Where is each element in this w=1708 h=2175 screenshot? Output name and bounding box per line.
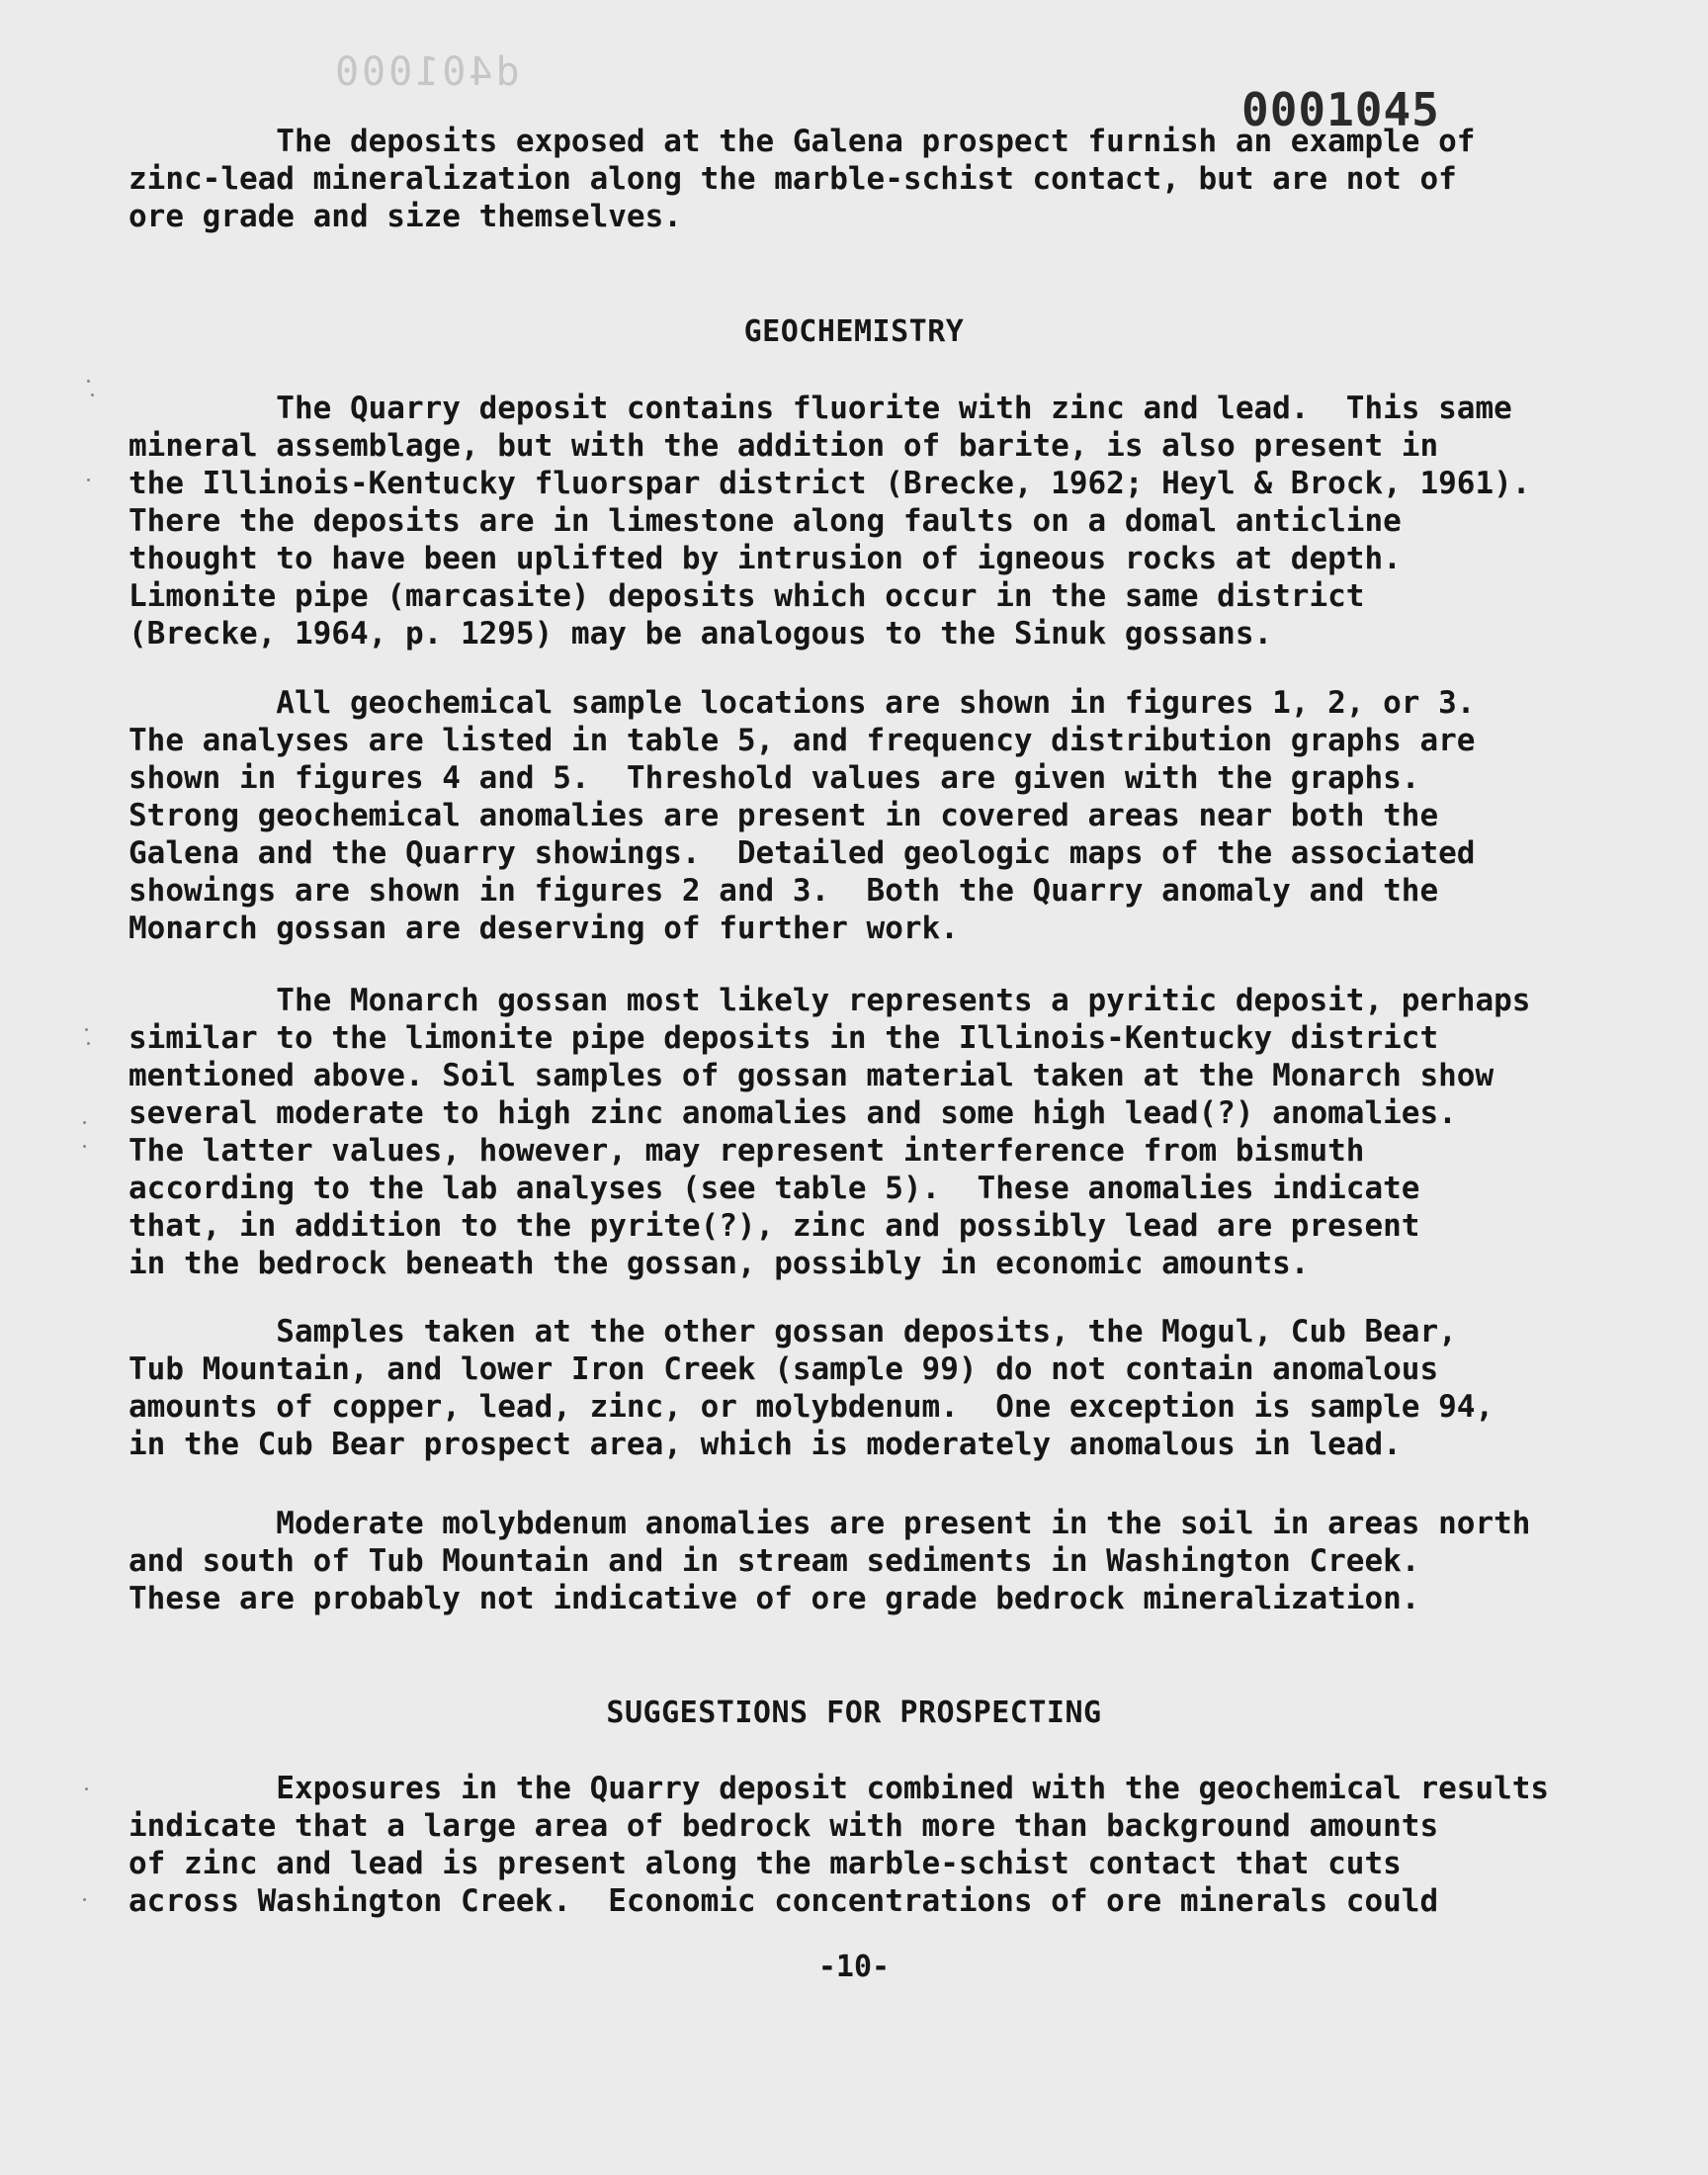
- text-line: Strong geochemical anomalies are present in covered areas near both the: [128, 798, 1439, 833]
- text-line: There the deposits are in limestone along faults on a domal anticline: [128, 503, 1402, 539]
- faint-mirrored-stamp: d401000: [332, 49, 520, 95]
- text-line: mineral assemblage, but with the addition of barite, is also present in: [128, 428, 1439, 464]
- text-line: and south of Tub Mountain and in stream sediments in Washington Creek.: [128, 1543, 1420, 1579]
- text-line: Exposures in the Quarry deposit combined with the geochemical results: [128, 1771, 1550, 1806]
- text-line: The latter values, however, may represent interference from bismuth: [128, 1133, 1365, 1169]
- text-line: ore grade and size themselves.: [128, 199, 682, 234]
- page-number: -10-: [817, 1950, 891, 1984]
- text-line: the Illinois-Kentucky fluorspar district (Brecke, 1962; Heyl & Brock, 1961).: [128, 466, 1531, 501]
- scan-speck: [85, 1028, 88, 1031]
- text-line: amounts of copper, lead, zinc, or molybdenum. One exception is sample 94,: [128, 1389, 1494, 1425]
- scan-speck: [87, 380, 90, 383]
- text-line: several moderate to high zinc anomalies and some high lead(?) anomalies.: [128, 1095, 1457, 1131]
- text-line: thought to have been uplifted by intrusion of igneous rocks at depth.: [128, 541, 1402, 576]
- paragraph: [128, 390, 1651, 652]
- text-line: Limonite pipe (marcasite) deposits which occur in the same district: [128, 578, 1365, 614]
- text-line: The Monarch gossan most likely represents a pyritic deposit, perhaps: [128, 983, 1531, 1018]
- text-line: shown in figures 4 and 5. Threshold values are given with the graphs.: [128, 760, 1420, 796]
- text-line: of zinc and lead is present along the marble-schist contact that cuts: [128, 1846, 1402, 1881]
- scan-speck: [87, 478, 90, 481]
- paragraph: [128, 1313, 1651, 1463]
- text-line: Samples taken at the other gossan deposits, the Mogul, Cub Bear,: [128, 1314, 1457, 1349]
- scan-speck: [83, 1145, 86, 1148]
- text-line: according to the lab analyses (see table 5). These anomalies indicate: [128, 1171, 1420, 1206]
- scan-speck: [85, 1787, 88, 1790]
- scan-speck: [91, 393, 94, 396]
- text-line: These are probably not indicative of ore grade bedrock mineralization.: [128, 1581, 1420, 1616]
- text-line: Galena and the Quarry showings. Detailed geologic maps of the associated: [128, 835, 1476, 871]
- text-line: similar to the limonite pipe deposits in the Illinois-Kentucky district: [128, 1020, 1439, 1056]
- text-line: Tub Mountain, and lower Iron Creek (sample 99) do not contain anomalous: [128, 1351, 1439, 1387]
- text-line: in the Cub Bear prospect area, which is moderately anomalous in lead.: [128, 1427, 1402, 1462]
- text-line: The analyses are listed in table 5, and frequency distribution graphs are: [128, 723, 1476, 758]
- text-line: indicate that a large area of bedrock with more than background amounts: [128, 1808, 1439, 1844]
- text-line: Moderate molybdenum anomalies are present in the soil in areas north: [128, 1506, 1531, 1541]
- text-line: mentioned above. Soil samples of gossan material taken at the Monarch show: [128, 1058, 1494, 1093]
- scan-speck: [83, 1898, 86, 1901]
- paragraph: [128, 1770, 1651, 1920]
- text-line: showings are shown in figures 2 and 3. Both the Quarry anomaly and the: [128, 873, 1439, 909]
- text-line: (Brecke, 1964, p. 1295) may be analogous to the Sinuk gossans.: [128, 616, 1273, 652]
- section-heading-geochemistry: GEOCHEMISTRY: [743, 314, 965, 349]
- page-id-stamp: 0001045: [1241, 83, 1440, 136]
- text-line: in the bedrock beneath the gossan, possibly in economic amounts.: [128, 1246, 1310, 1281]
- scan-speck: [87, 1042, 90, 1045]
- text-line: zinc-lead mineralization along the marble-schist contact, but are not of: [128, 161, 1457, 197]
- paragraph: [128, 684, 1651, 947]
- intro-paragraph: [128, 123, 1651, 235]
- text-line: The Quarry deposit contains fluorite with zinc and lead. This same: [128, 391, 1512, 426]
- text-line: across Washington Creek. Economic concentrations of ore minerals could: [128, 1883, 1439, 1919]
- text-line: that, in addition to the pyrite(?), zinc and possibly lead are present: [128, 1208, 1420, 1244]
- text-line: The deposits exposed at the Galena prospect furnish an example of: [128, 124, 1476, 159]
- paragraph: [128, 1505, 1651, 1617]
- text-line: Monarch gossan are deserving of further work.: [128, 911, 959, 946]
- paragraph: [128, 982, 1651, 1282]
- scan-speck: [83, 1121, 86, 1124]
- text-line: All geochemical sample locations are shown in figures 1, 2, or 3.: [128, 685, 1476, 721]
- section-heading-suggestions: SUGGESTIONS FOR PROSPECTING: [606, 1696, 1102, 1730]
